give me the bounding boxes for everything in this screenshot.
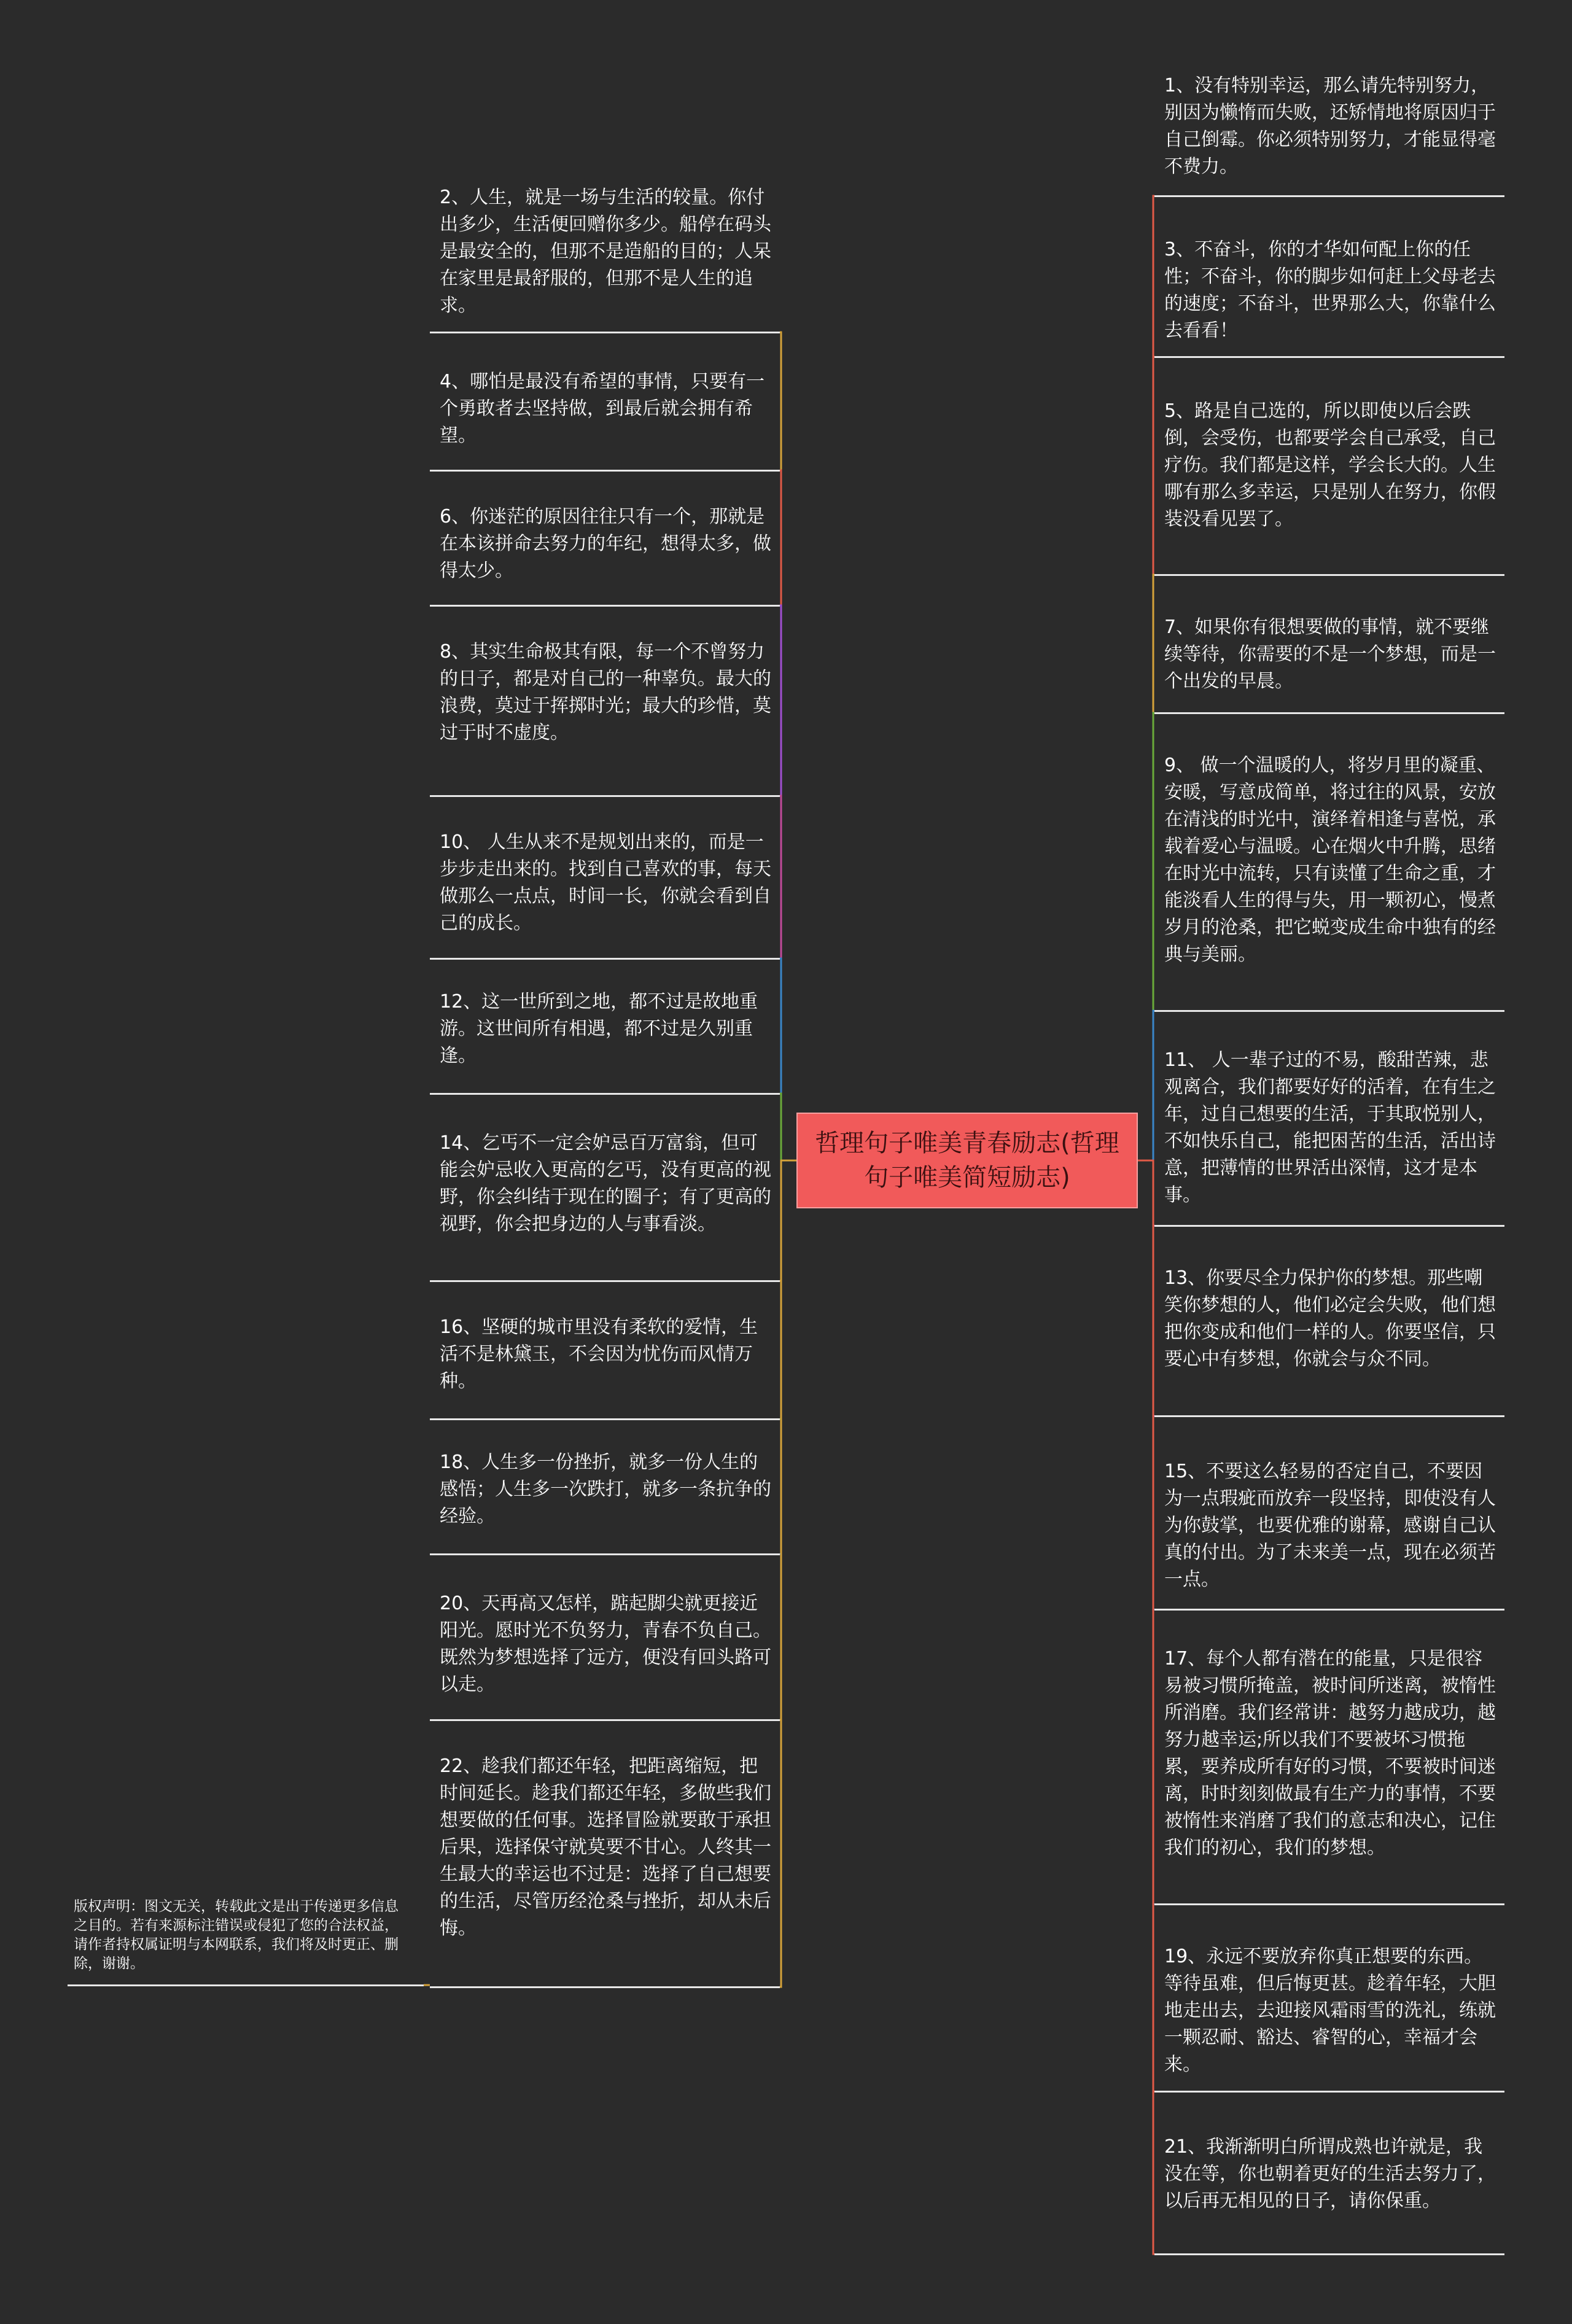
right-topic-text: 15、不要这么轻易的否定自己，不要因为一点瑕疵而放弃一段坚持，即使没有人为你鼓掌，也要优雅的谢幕，感谢自己认真的付出。为了未来美一点，现在必须苦一点。	[1164, 1461, 1496, 1590]
right-topic-node[interactable]	[1154, 1458, 1504, 1593]
right-topic-text: 7、如果你有很想要做的事情，就不要继续等待，你需要的不是一个梦想，而是一个出发的早晨。	[1164, 616, 1496, 692]
left-topic-text: 20、天再高又怎样，踮起脚尖就更接近阳光。愿时光不负努力，青春不负自己。既然为梦想选择了远方，便没有回头路可以走。	[440, 1593, 771, 1695]
left-connector	[780, 1160, 796, 1281]
right-topic-text: 19、永远不要放弃你真正想要的东西。等待虽难，但后悔更甚。趁着年轻，大胆地走出去，去迎接风霜雨雪的洗礼，练就一颗忍耐、豁达、睿智的心，幸福才会来。	[1164, 1946, 1496, 2075]
right-topic-underline	[1154, 1415, 1504, 1417]
left-topic-text: 10、 人生从来不是规划出来的，而是一步步走出来的。找到自己喜欢的事，每天做那么一点点，时间一长，你就会看到自己的成长。	[440, 831, 771, 934]
right-topic-node[interactable]	[1154, 614, 1504, 695]
right-topic-node[interactable]	[1154, 1047, 1504, 1209]
left-topic-text: 14、乞丐不一定会妒忌百万富翁，但可能会妒忌收入更高的乞丐，没有更高的视野，你会纠结于现在的圈子；有了更高的视野，你会把身边的人与事看淡。	[440, 1132, 771, 1235]
left-topic-underline	[430, 1418, 780, 1420]
right-topic-underline	[1154, 1225, 1504, 1227]
right-topic-text: 21、我渐渐明白所谓成熟也许就是，我没在等，你也朝着更好的生活去努力了，以后再无相见的日子，请你保重。	[1164, 2136, 1496, 2212]
left-topic-node[interactable]	[430, 368, 780, 449]
disclaimer-underline	[68, 1984, 424, 1986]
left-connector	[780, 1160, 796, 1987]
right-topic-node[interactable]	[1154, 398, 1504, 533]
copyright-disclaimer: 版权声明：图文无关，转载此文是出于传递更多信息之目的。若有来源标注错误或侵犯了您的合法权益，请作者持权属证明与本网联系，我们将及时更正、删除，谢谢。	[74, 1898, 399, 1972]
left-connector	[780, 1160, 796, 1554]
right-connector	[1138, 1160, 1154, 1416]
right-topic-node[interactable]	[1154, 2134, 1504, 2215]
right-connector	[1138, 196, 1154, 1160]
left-topic-underline	[430, 1093, 780, 1095]
left-topic-text: 22、趁我们都还年轻，把距离缩短，把时间延长。趁我们都还年轻，多做些我们想要做的任何事。选择冒险就要敢于承担后果，选择保守就莫要不甘心。人终其一生最大的幸运也不过是：选择了自己想要的生活，尽管历经沧桑与挫折，却从未后悔。	[440, 1755, 771, 1939]
left-topic-text: 16、坚硬的城市里没有柔软的爱情，生活不是林黛玉，不会因为忧伤而风情万种。	[440, 1316, 758, 1392]
right-topic-underline	[1154, 1903, 1504, 1905]
left-topic-underline	[430, 1986, 780, 1988]
right-topic-underline	[1154, 2253, 1504, 2255]
right-connector	[1138, 1160, 1154, 1904]
right-topic-node[interactable]	[1154, 72, 1504, 181]
left-connector	[780, 332, 796, 1160]
left-topic-underline	[430, 605, 780, 607]
right-topic-underline	[1154, 356, 1504, 358]
right-topic-node[interactable]	[1154, 236, 1504, 344]
left-connector	[780, 796, 796, 1160]
right-topic-text: 17、每个人都有潜在的能量，只是很容易被习惯所掩盖，被时间所迷离，被惰性所消磨。我们经常讲：越努力越成功，越努力越幸运;所以我们不要被坏习惯拖累，要养成所有好的习惯，不要被时间迷离，时时刻刻做最有生产力的事情，不要被惰性来消磨了我们的意志和决心，记住我们的初心，我们的梦想。	[1164, 1648, 1496, 1859]
left-topic-text: 8、其实生命极其有限，每一个不曾努力的日子，都是对自己的一种辜负。最大的浪费，莫过于挥掷时光；最大的珍惜，莫过于时不虚度。	[440, 641, 771, 744]
left-topic-node[interactable]	[430, 184, 780, 319]
left-connector	[780, 470, 796, 1160]
left-topic-node[interactable]	[430, 989, 780, 1070]
left-topic-underline	[430, 332, 780, 333]
right-connector	[1138, 713, 1154, 1160]
right-topic-underline	[1154, 195, 1504, 197]
right-connector	[1138, 1160, 1154, 1609]
left-connector	[780, 1094, 796, 1160]
right-topic-underline	[1154, 712, 1504, 714]
left-topic-underline	[430, 958, 780, 960]
right-topic-underline	[1154, 1609, 1504, 1611]
right-topic-node[interactable]	[1154, 1646, 1504, 1862]
right-connector	[1138, 357, 1154, 1160]
left-topic-text: 18、人生多一份挫折，就多一份人生的感悟；人生多一次跌打，就多一条抗争的经验。	[440, 1452, 771, 1527]
right-connector	[1138, 575, 1154, 1160]
left-topic-underline	[430, 1719, 780, 1721]
left-connector	[780, 605, 796, 1160]
left-topic-node[interactable]	[430, 1130, 780, 1238]
right-topic-text: 5、路是自己选的，所以即使以后会跌倒，会受伤，也都要学会自己承受，自己疗伤。我们都是这样，学会长大的。人生哪有那么多幸运，只是别人在努力，你假装没看见罢了。	[1164, 400, 1496, 530]
left-topic-node[interactable]	[430, 639, 780, 747]
left-topic-node[interactable]	[430, 1590, 780, 1698]
left-topic-node[interactable]	[430, 1314, 780, 1395]
right-topic-underline	[1154, 2091, 1504, 2093]
right-topic-text: 9、 做一个温暖的人，将岁月里的凝重、安暖，写意成简单，将过往的风景，安放在清浅的时光中，演绎着相逢与喜悦，承载着爱心与温暖。心在烟火中升腾，思绪在时光中流转，只有读懂了生命之重，才能淡看人生的得与失，用一颗初心，慢煮岁月的沧桑，把它蜕变成生命中独有的经典与美丽。	[1164, 755, 1496, 965]
central-topic[interactable]	[796, 1113, 1138, 1208]
right-connector	[1138, 1160, 1154, 1226]
left-topic-underline	[430, 1553, 780, 1555]
left-topic-text: 6、你迷茫的原因往往只有一个，那就是在本该拼命去努力的年纪，想得太多，做得太少。	[440, 506, 771, 581]
right-topic-text: 3、不奋斗，你的才华如何配上你的任性；不奋斗，你的脚步如何赶上父母老去的速度；不奋斗，世界那么大，你靠什么去看看！	[1164, 239, 1496, 341]
right-topic-text: 11、 人一辈子过的不易，酸甜苦辣，悲观离合，我们都要好好的活着，在有生之年，过自己想要的生活，于其取悦别人，不如快乐自己，能把困苦的生活，活出诗意，把薄情的世界活出深情，这才是本事。	[1164, 1049, 1496, 1206]
left-topic-underline	[430, 1280, 780, 1282]
right-topic-node[interactable]	[1154, 1265, 1504, 1373]
left-topic-node[interactable]	[430, 503, 780, 585]
right-connector	[1138, 1011, 1154, 1160]
left-connector	[780, 958, 796, 1160]
right-connector	[1138, 1160, 1154, 2254]
central-topic-label: 哲理句子唯美青春励志(哲理句子唯美简短励志)	[815, 1129, 1119, 1192]
left-topic-node[interactable]	[430, 1753, 780, 1942]
left-topic-text: 2、人生，就是一场与生活的较量。你付出多少，生活便回赠你多少。船停在码头是最安全的，但那不是造船的目的；人呆在家里是最舒服的，但那不是人生的追求。	[440, 187, 771, 316]
left-topic-text: 4、哪怕是最没有希望的事情，只要有一个勇敢者去坚持做，到最后就会拥有希望。	[440, 371, 765, 446]
right-topic-node[interactable]	[1154, 752, 1504, 968]
left-topic-text: 12、这一世所到之地，都不过是故地重游。这世间所有相遇，都不过是久别重逢。	[440, 991, 758, 1067]
left-topic-underline	[430, 470, 780, 472]
right-topic-text: 13、你要尽全力保护你的梦想。那些嘲笑你梦想的人，他们必定会失败，他们想把你变成和他们一样的人。你要坚信，只要心中有梦想，你就会与众不同。	[1164, 1267, 1496, 1370]
right-topic-underline	[1154, 574, 1504, 576]
left-connector	[780, 1160, 796, 1419]
right-topic-text: 1、没有特别幸运，那么请先特别努力，别因为懒惰而失败，还矫情地将原因归于自己倒霉。你必须特别努力，才能显得毫不费力。	[1164, 75, 1496, 177]
right-connector	[1138, 1160, 1154, 2091]
right-topic-node[interactable]	[1154, 1943, 1504, 2078]
left-topic-underline	[430, 795, 780, 797]
left-topic-node[interactable]	[430, 1449, 780, 1530]
left-connector	[780, 1160, 796, 1720]
right-topic-underline	[1154, 1010, 1504, 1012]
left-topic-node[interactable]	[430, 829, 780, 937]
